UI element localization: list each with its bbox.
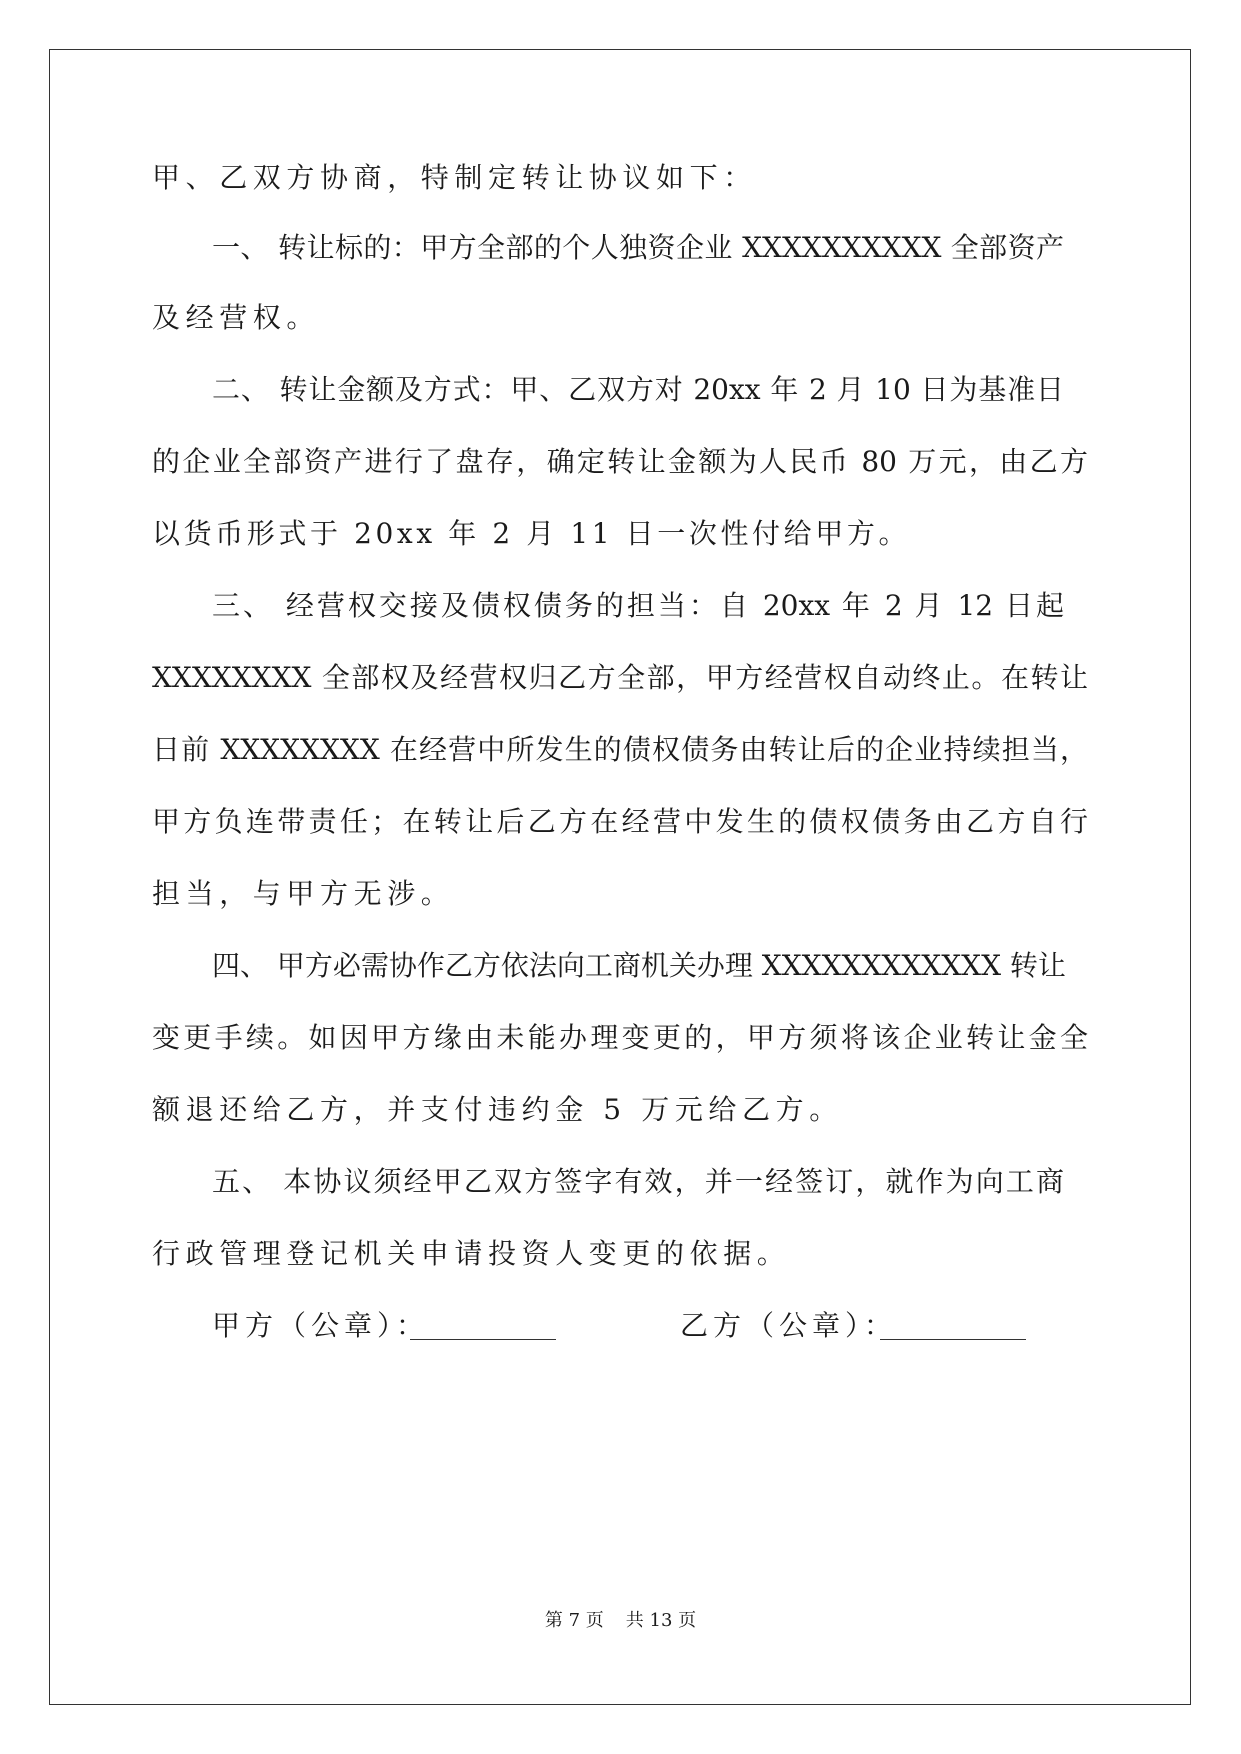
party-a-seal-label: 甲方（公章）： [212,1309,430,1342]
party-b-seal-label: 乙方（公章）： [680,1309,898,1342]
clause-2-line-3: 以货币形式于 20xx 年 2 月 11 日一次性付给甲方。 [152,517,911,550]
page-total: 共 13 页 [625,1610,697,1631]
intro-line: 甲、乙双方协商，特制定转让协议如下： [152,161,757,194]
clause-3-line-1: 三、 经营权交接及债权债务的担当：自 20xx 年 2 月 12 日起 [212,589,1064,622]
clause-3-line-5: 担当，与甲方无涉。 [152,877,455,910]
party-b-signature-line[interactable] [880,1339,1026,1340]
clause-2-line-2: 的企业全部资产进行了盘存，确定转让金额为人民币 80 万元，由乙方 [152,445,1088,478]
clause-1-line-2: 及经营权。 [152,301,321,334]
clause-4-line-3: 额退还给乙方，并支付违约金 5 万元给乙方。 [152,1093,843,1126]
clause-5-line-1: 五、 本协议须经甲乙双方签字有效，并一经签订，就作为向工商 [212,1165,1064,1198]
clause-2-line-1: 二、 转让金额及方式：甲、乙双方对 20xx 年 2 月 10 日为基准日 [212,373,1064,406]
clause-3-line-2: XXXXXXXX 全部权及经营权归乙方全部，甲方经营权自动终止。在转让 [152,661,1088,694]
page-number: 第 7 页 [544,1610,604,1631]
clause-3-line-3: 日前 XXXXXXXX 在经营中所发生的债权债务由转让后的企业持续担当， [152,733,1088,766]
clause-3-line-4: 甲方负连带责任；在转让后乙方在经营中发生的债权债务由乙方自行 [152,805,1088,838]
party-a-signature-line[interactable] [410,1339,556,1340]
page-footer [0,1609,1241,1633]
clause-5-line-2: 行政管理登记机关申请投资人变更的依据。 [152,1237,791,1270]
clause-4-line-2: 变更手续。如因甲方缘由未能办理变更的，甲方须将该企业转让金全 [152,1021,1088,1054]
clause-4-line-1: 四、 甲方必需协作乙方依法向工商机关办理 XXXXXXXXXXXX 转让 [212,949,1066,982]
clause-1-line-1: 一、 转让标的：甲方全部的个人独资企业 XXXXXXXXXX 全部资产 [212,231,1064,264]
